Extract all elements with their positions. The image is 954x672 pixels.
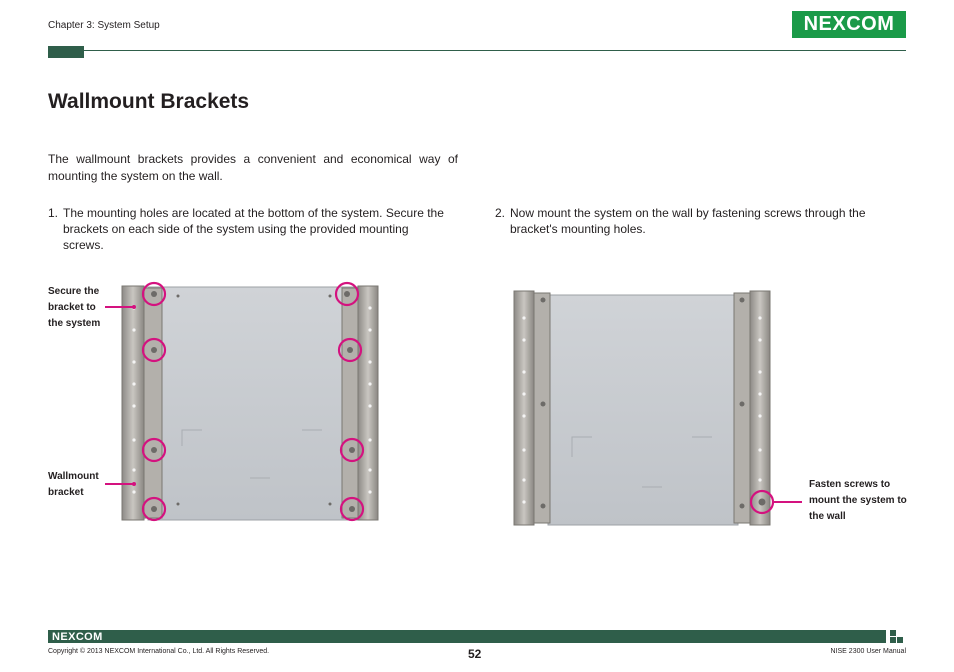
step-1-text: The mounting holes are located at the bottom of the system. Secure the brackets on each side of the system using the provided mounting screws. — [63, 206, 444, 252]
footer-copyright: Copyright © 2013 NEXCOM International Co., Ltd. All Rights Reserved. — [48, 648, 270, 655]
fig2-left-flange — [534, 293, 550, 523]
chassis-bottom-plate — [148, 287, 360, 520]
fig2-chassis-plate — [548, 295, 738, 525]
footer-logo: NEXCOM — [52, 630, 103, 643]
footer-square — [890, 630, 896, 636]
right-bracket-flange — [342, 288, 358, 518]
chapter-label: Chapter 3: System Setup — [48, 20, 160, 31]
fig2-right-flange — [734, 293, 750, 523]
footer-manual-name: NISE 2300 User Manual — [830, 648, 906, 655]
step-2-number: 2. — [495, 206, 506, 220]
page-number: 52 — [468, 647, 482, 661]
fig2-left-bracket — [514, 291, 534, 525]
callout-fasten-screws: Fasten screws to mount the system to the wall — [809, 479, 907, 522]
leader-bracket-dot — [132, 482, 136, 486]
step-2-text: Now mount the system on the wall by fastening screws through the bracket's mounting holes. — [510, 206, 866, 236]
left-bracket-flange — [144, 288, 162, 518]
leader-secure-dot — [132, 305, 136, 309]
page-title: Wallmount Brackets — [48, 90, 250, 113]
intro-paragraph: The wallmount brackets provides a convenient and economical way of mounting the system on the wall. — [48, 152, 458, 183]
fig2-right-bracket — [750, 291, 770, 525]
footer-square — [897, 637, 903, 643]
right-bracket — [358, 286, 378, 520]
callout-wallmount-bracket: Wallmount bracket — [48, 471, 99, 498]
callout-secure-bracket: Secure the bracket to the system — [48, 286, 101, 329]
footer-square — [890, 637, 896, 643]
step-1-number: 1. — [48, 206, 59, 220]
footer-bar — [48, 630, 886, 643]
logo-text: NEXCOM — [803, 13, 895, 35]
